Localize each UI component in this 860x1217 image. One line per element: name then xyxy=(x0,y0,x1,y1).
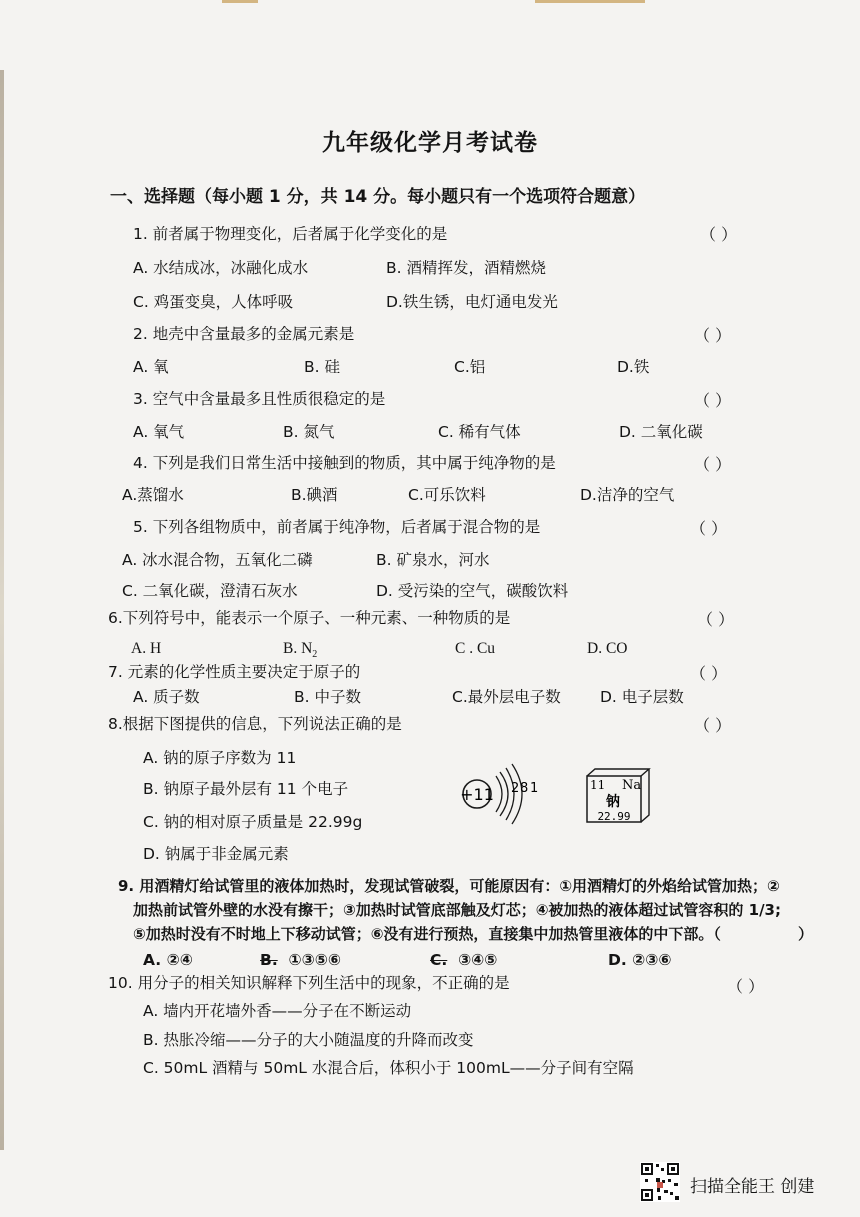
option-d: D.铁 xyxy=(617,358,650,376)
option-c: C.最外层电子数 xyxy=(452,688,561,706)
option-c: C . Cu xyxy=(455,640,496,657)
option-c-mark: C. xyxy=(430,951,448,969)
option-a: A. 氧气 xyxy=(133,423,185,441)
option-a: A.蒸馏水 xyxy=(122,486,184,504)
element-atomic-mass: 22.99 xyxy=(597,810,631,823)
section-heading: 一、选择题（每小题 1 分，共 14 分。每小题只有一个选项符合题意） xyxy=(110,187,646,207)
option-b-mark: B. xyxy=(260,951,278,969)
option-d: D. ②③⑥ xyxy=(608,951,672,969)
option-d: D. 二氧化碳 xyxy=(619,423,703,441)
question-7-stem: 7. 元素的化学性质主要决定于原子的 xyxy=(108,663,361,681)
option-c: C. 二氧化碳，澄清石灰水 xyxy=(122,582,298,600)
shell-electron-count: 2 xyxy=(511,781,520,796)
answer-blank: （ ） xyxy=(694,455,732,474)
answer-blank: （ ） xyxy=(700,225,738,244)
sodium-atom-structure-diagram xyxy=(458,762,558,826)
top-edge-mark xyxy=(222,0,258,3)
option-d: D.洁净的空气 xyxy=(580,486,675,504)
option-b: B.碘酒 xyxy=(291,486,338,504)
option-a: A. 钠的原子序数为 11 xyxy=(143,749,297,767)
option-b: B. 矿泉水，河水 xyxy=(376,551,490,569)
shell-electron-count: 1 xyxy=(530,781,539,796)
option-b: B. 硅 xyxy=(304,358,340,376)
option-a: A. 氧 xyxy=(133,358,169,376)
question-9-line-1: 9. 用酒精灯给试管里的液体加热时，发现试管破裂，可能原因有：①用酒精灯的外焰给试管加热；② xyxy=(118,877,780,895)
top-edge-mark xyxy=(535,0,645,3)
option-b: B. 酒精挥发，酒精燃烧 xyxy=(386,259,546,277)
question-9-line-2: 加热前试管外壁的水没有擦干；③加热时试管底部触及灯芯；④被加热的液体超过试管容积的 1/3; xyxy=(133,901,781,919)
option-d: D.铁生锈，电灯通电发光 xyxy=(386,293,558,311)
option-a: A. ②④ xyxy=(143,951,193,969)
answer-blank: （ ） xyxy=(694,716,732,735)
scanner-watermark xyxy=(640,1160,840,1200)
element-atomic-number: 11 xyxy=(590,778,606,792)
element-card-side xyxy=(641,769,649,822)
option-c: C.铝 xyxy=(454,358,486,376)
question-4-stem: 4. 下列是我们日常生活中接触到的物质，其中属于纯净物的是 xyxy=(133,454,556,472)
exam-title: 九年级化学月考试卷 xyxy=(322,130,538,156)
option-a: A. 水结成冰，冰融化成水 xyxy=(133,259,309,277)
qr-code-icon xyxy=(640,1162,680,1202)
shell-electron-count: 8 xyxy=(520,781,529,796)
question-3-stem: 3. 空气中含量最多且性质很稳定的是 xyxy=(133,390,386,408)
question-8-stem: 8.根据下图提供的信息，下列说法正确的是 xyxy=(108,715,402,733)
option-c: C. 钠的相对原子质量是 22.99g xyxy=(143,813,363,831)
element-symbol: Na xyxy=(622,778,642,793)
answer-blank: （ ） xyxy=(690,519,728,538)
option-a: A. H xyxy=(131,640,162,657)
element-name: 钠 xyxy=(606,794,620,810)
question-6-stem: 6.下列符号中，能表示一个原子、一种元素、一种物质的是 xyxy=(108,609,511,627)
option-a: A. 墙内开花墙外香——分子在不断运动 xyxy=(143,1002,412,1020)
option-c: C. ③④⑤ xyxy=(430,951,498,969)
option-a: A. 质子数 xyxy=(133,688,200,706)
option-c: C. 稀有气体 xyxy=(438,423,521,441)
option-b: B. $N_2$ xyxy=(283,640,318,661)
question-5-stem: 5. 下列各组物质中，前者属于纯净物，后者属于混合物的是 xyxy=(133,518,541,536)
answer-blank: （ ） xyxy=(727,977,765,996)
option-a: A. 冰水混合物，五氧化二磷 xyxy=(122,551,313,569)
option-b: B. 钠原子最外层有 11 个电子 xyxy=(143,780,349,798)
question-2-stem: 2. 地壳中含量最多的金属元素是 xyxy=(133,325,355,343)
option-c: C. 50mL 酒精与 50mL 水混合后，体积小于 100mL——分子间有空隔 xyxy=(143,1059,634,1077)
option-c: C. 鸡蛋变臭，人体呼吸 xyxy=(133,293,294,311)
answer-blank: （ ） xyxy=(694,391,732,410)
question-10-stem: 10. 用分子的相关知识解释下列生活中的现象，不正确的是 xyxy=(108,974,510,992)
paper-edge-shadow xyxy=(0,70,4,1150)
question-9-line-3: ⑤加热时没有不时地上下移动试管；⑥没有进行预热，直接集中加热管里液体的中下部。（ xyxy=(133,925,721,943)
electron-shell-arc xyxy=(496,776,502,812)
option-b: B. 热胀冷缩——分子的大小随温度的升降而改变 xyxy=(143,1031,474,1049)
nucleus-charge: +11 xyxy=(460,785,494,804)
option-b: B. 中子数 xyxy=(294,688,361,706)
answer-blank: （ ） xyxy=(697,610,735,629)
option-d: D. 受污染的空气，碳酸饮料 xyxy=(376,582,569,600)
scanner-app-label: 扫描全能王 创建 xyxy=(690,1177,815,1197)
option-b: B. ①③⑤⑥ xyxy=(260,951,341,969)
periodic-element-card xyxy=(585,768,651,824)
electron-shell-arc xyxy=(500,772,508,816)
answer-blank: （ ） xyxy=(694,326,732,345)
answer-blank: （ ） xyxy=(690,664,728,683)
element-card-top xyxy=(587,769,649,776)
question-9-paren-close: ） xyxy=(798,925,814,943)
option-d: D. CO xyxy=(587,640,628,657)
option-d: D. 电子层数 xyxy=(600,688,684,706)
question-1-stem: 1. 前者属于物理变化，后者属于化学变化的是 xyxy=(133,225,448,243)
option-b: B. 氮气 xyxy=(283,423,335,441)
option-d: D. 钠属于非金属元素 xyxy=(143,845,289,863)
option-c: C.可乐饮料 xyxy=(408,486,486,504)
